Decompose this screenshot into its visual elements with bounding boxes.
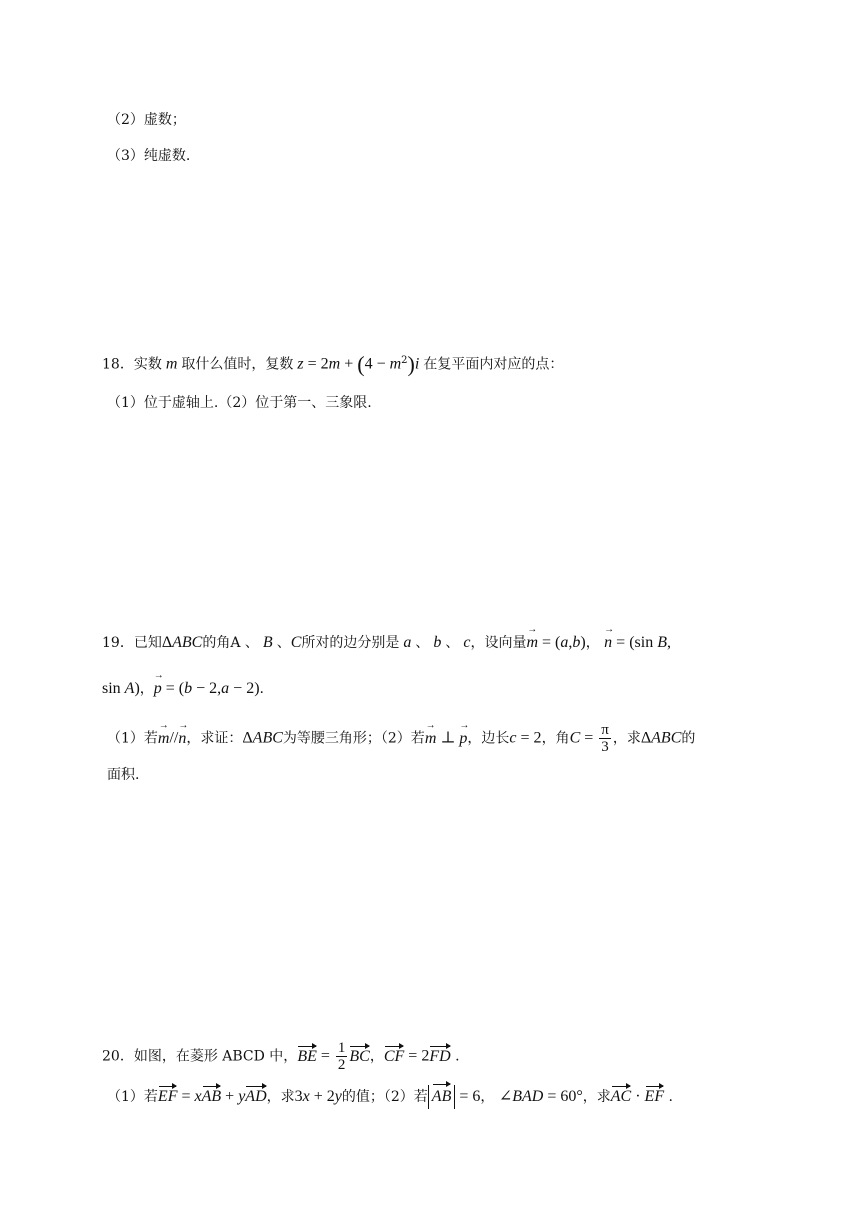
q19-area: 面积. (107, 767, 140, 783)
q19-parts: （1）若m →//n →，求证：ΔABC为等腰三角形；（2）若m → ⊥ p →，边长c = 2，角C = $\frac{\pi}{3}$ ，求ΔABC的 (107, 722, 695, 755)
q17-part2: （2）虚数； (107, 112, 186, 128)
q19-stem-line1: 19．已知ΔABC的角A 、 B 、C所对的边分别是 a 、 b 、 c，设向量m → = (a,b)， n → = (sin B, (102, 633, 671, 653)
q18-parts: （1）位于虚轴上.（2）位于第一、三象限. (107, 395, 372, 411)
q18-stem: 18．实数 m 取什么值时，复数 $z = 2m + (4 - m^2)i$ 在复平面内对应的点： (102, 351, 564, 377)
q19-stem-line2: sin A)，p → = (b − 2,a − 2). (102, 679, 264, 699)
q17-part3: （3）纯虚数. (107, 148, 191, 164)
q20-stem: 20．如图，在菱形 ABCD 中，BE = $\frac{1}{2}$ BC，CF = 2FD . (102, 1040, 460, 1073)
q20-parts: （1）若EF = xAB + yAD，求3x + 2y的值；（2）若 AB = 6， ∠BAD = 60°，求AC · EF . (107, 1085, 673, 1109)
